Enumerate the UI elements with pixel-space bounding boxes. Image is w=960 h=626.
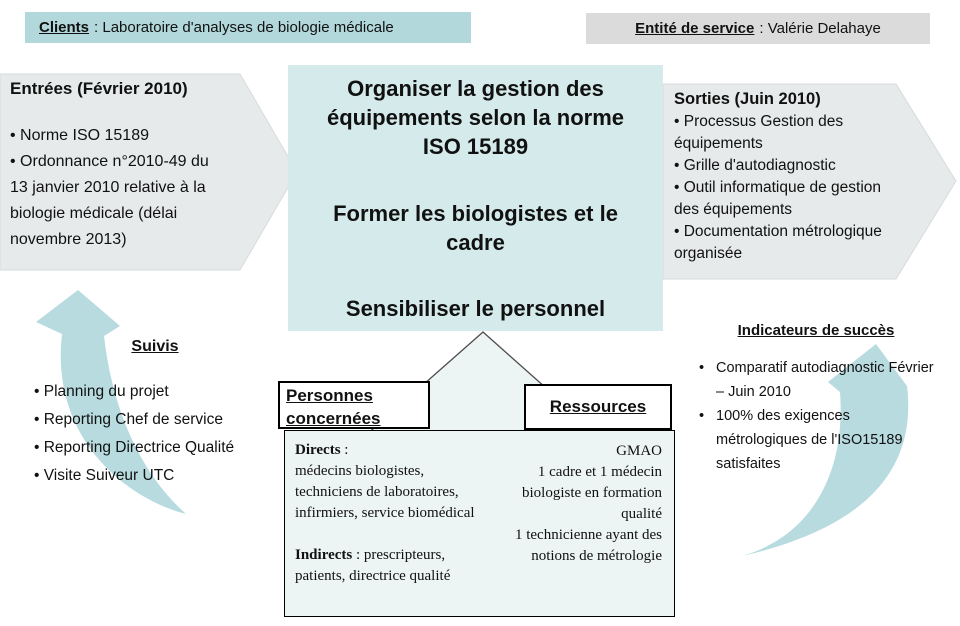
- outputs-item: • Processus Gestion des équipements: [674, 111, 902, 155]
- inputs-block: [10, 79, 224, 253]
- directs-label: Directs: [295, 442, 341, 458]
- follow-up-item: • Visite Suiveur UTC: [22, 462, 288, 490]
- inputs-item: • Ordonnance n°2010-49 du 13 janvier 2010 relative à la biologie médicale (délai novembre 2013): [10, 149, 224, 253]
- people-resources-detail-box: [284, 430, 675, 617]
- outputs-block: [674, 90, 902, 265]
- follow-up-block: [22, 338, 288, 490]
- concerned-people-title-box: [278, 381, 430, 429]
- directs-colon: :: [340, 442, 349, 458]
- success-indicator-item: • 100% des exigences métrologiques de l'ISO15189 satisfaites: [690, 404, 942, 476]
- inputs-title: Entrées (Février 2010): [10, 79, 188, 98]
- resources-title-box: [524, 384, 672, 430]
- outputs-item: • Grille d'autodiagnostic: [674, 155, 902, 177]
- follow-up-item: • Reporting Chef de service: [22, 406, 288, 434]
- clients-label: Clients: [39, 19, 90, 36]
- concerned-people-details: [285, 431, 493, 616]
- outputs-title: Sorties (Juin 2010): [674, 90, 821, 108]
- resource-line: 1 cadre et 1 médecin biologiste en formation qualité: [522, 464, 662, 522]
- service-entity-value: : Valérie Delahaye: [759, 20, 881, 37]
- inputs-item: • Norme ISO 15189: [10, 123, 224, 149]
- indirects-label: Indirects: [295, 547, 353, 563]
- service-entity-label: Entité de service: [635, 20, 755, 37]
- objective-line: Sensibiliser le personnel: [345, 296, 606, 321]
- follow-up-title: Suivis: [131, 338, 179, 355]
- clients-value: : Laboratoire d'analyses de biologie médicale: [94, 19, 394, 36]
- success-indicators-block: [690, 322, 942, 476]
- directs-text: médecins biologistes, techniciens de laboratoires, infirmiers, service biomédical: [295, 463, 475, 521]
- outputs-item: • Documentation métrologique organisée: [674, 221, 902, 265]
- resources-title: Ressources: [549, 397, 647, 416]
- success-indicators-title: Indicateurs de succès: [737, 322, 895, 339]
- objectives-box: [288, 65, 663, 331]
- outputs-item: • Outil informatique de gestion des équipements: [674, 177, 902, 221]
- resource-line: GMAO: [616, 443, 662, 459]
- follow-up-item: • Reporting Directrice Qualité: [22, 434, 288, 462]
- resource-line: 1 technicienne ayant des notions de métrologie: [514, 527, 662, 564]
- objective-line: Organiser la gestion des équipements selon la norme ISO 15189: [326, 76, 625, 159]
- resources-details: [493, 431, 674, 616]
- clients-banner: [25, 12, 471, 43]
- indirects-text: : prescripteurs, patients, directrice qualité: [295, 547, 451, 584]
- success-indicator-item: • Comparatif autodiagnostic Février – Juin 2010: [690, 356, 942, 404]
- concerned-people-title: Personnes concernées: [286, 386, 381, 428]
- objective-line: Former les biologistes et le cadre: [333, 200, 618, 255]
- service-entity-banner: [586, 13, 930, 44]
- follow-up-item: • Planning du projet: [22, 378, 288, 406]
